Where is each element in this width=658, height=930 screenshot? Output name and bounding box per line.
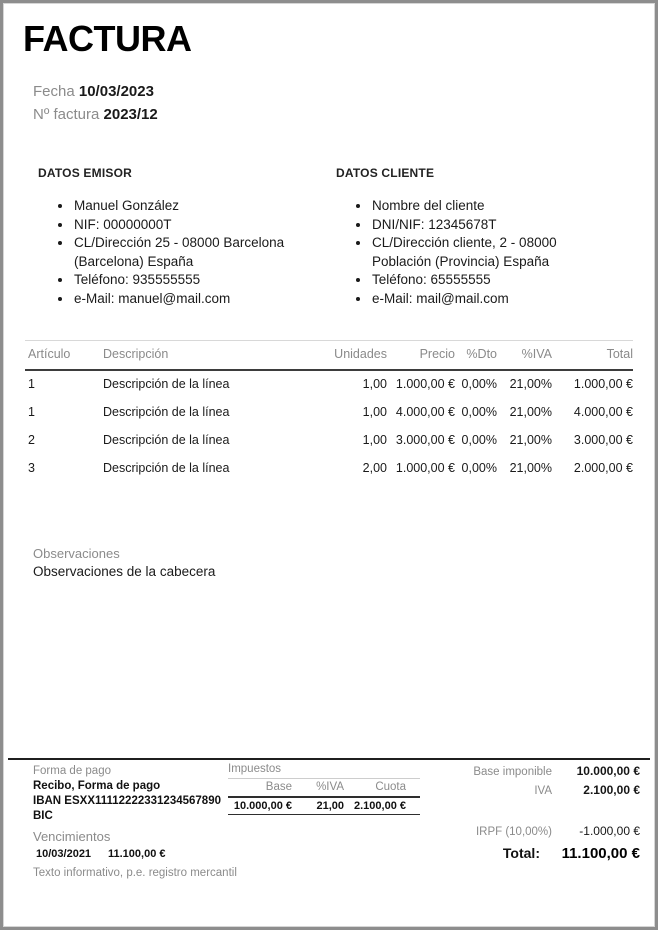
client-list: [336, 197, 584, 308]
due-date: 10/03/2021: [36, 848, 92, 860]
tax-cell-cuota: 2.100,00 €: [344, 797, 420, 815]
totals-section: [388, 763, 640, 800]
iva-label: IVA: [534, 784, 552, 797]
invoice-lines-table: [25, 340, 633, 483]
invoice-date-label: Fecha: [33, 83, 75, 100]
issuer-item: • e-Mail: manuel@mail.com: [73, 290, 286, 309]
due-dates-label: Vencimientos: [33, 829, 111, 844]
line-cell-articulo: 2: [28, 433, 35, 447]
irpf-row: [388, 823, 640, 842]
column-header-articulo: Artículo: [25, 341, 103, 371]
line-row: [25, 399, 633, 427]
line-cell-total: 4.000,00 €: [573, 405, 633, 419]
issuer-section: [38, 166, 286, 308]
line-cell-precio: 1.000,00 €: [395, 377, 455, 391]
tax-col-header-cuota: Cuota: [375, 781, 406, 793]
line-cell-iva: 21,00%: [509, 405, 552, 419]
legal-text: Texto informativo, p.e. registro mercantil: [33, 867, 237, 879]
irpf-label: IRPF (10,00%): [475, 826, 552, 838]
column-header-iva: %IVA: [497, 341, 552, 371]
line-cell-unidades: 1,00: [362, 377, 387, 391]
column-header-descripcion: Descripción: [103, 341, 333, 371]
client-item: • e-Mail: mail@mail.com: [371, 290, 584, 309]
due-dates-section: [33, 829, 166, 860]
line-cell-descripcion: Descripción de la línea: [103, 461, 230, 475]
issuer-item: • NIF: 00000000T: [73, 216, 286, 235]
issuer-item: • CL/Dirección 25 - 08000 Barcelona (Barcelona) España: [73, 234, 286, 271]
line-cell-total: 1.000,00 €: [573, 377, 633, 391]
grand-total-value: 11.100,00 €: [561, 844, 640, 862]
line-cell-descripcion: Descripción de la línea: [103, 433, 230, 447]
client-section: [336, 166, 584, 308]
payment-iban: IBAN ESXX11112222331234567890: [33, 795, 221, 807]
payment-bic: BIC: [33, 810, 53, 822]
invoice-number-label: Nº factura: [33, 106, 100, 123]
payment-section: [33, 764, 221, 824]
footer-divider: [8, 758, 650, 760]
tax-col-header-iva: %IVA: [316, 781, 344, 793]
payment-label: Forma de pago: [33, 765, 111, 777]
lines-header-row: [25, 341, 633, 371]
line-row: [25, 370, 633, 399]
invoice-date-value: 10/03/2023: [78, 83, 154, 100]
tax-cell-iva: 21,00: [292, 797, 344, 815]
column-header-precio: Precio: [387, 341, 455, 371]
line-cell-dto: 0,00%: [461, 433, 497, 447]
line-cell-articulo: 1: [28, 377, 35, 391]
due-amount: 11.100,00 €: [108, 848, 166, 860]
issuer-item: • Teléfono: 935555555: [73, 271, 286, 290]
line-cell-total: 3.000,00 €: [573, 433, 633, 447]
tax-cell-base: 10.000,00 €: [228, 797, 292, 815]
invoice-meta: [33, 80, 158, 126]
taxes-label: Impuestos: [228, 763, 420, 779]
issuer-item: • Manuel González: [73, 197, 286, 216]
line-cell-articulo: 1: [28, 405, 35, 419]
irpf-value: -1.000,00 €: [579, 824, 640, 838]
client-heading: DATOS CLIENTE: [336, 166, 435, 180]
line-cell-articulo: 3: [28, 461, 35, 475]
observations-text: Observaciones de la cabecera: [33, 564, 216, 579]
line-cell-dto: 0,00%: [461, 405, 497, 419]
line-row: [25, 427, 633, 455]
line-cell-iva: 21,00%: [509, 433, 552, 447]
line-cell-descripcion: Descripción de la línea: [103, 405, 230, 419]
iva-row: [388, 782, 640, 801]
column-header-total: Total: [552, 341, 633, 371]
grand-total-label: Total:: [502, 844, 540, 861]
invoice-title: FACTURA: [23, 18, 192, 59]
line-row: [25, 455, 633, 483]
observations-section: [33, 546, 215, 579]
column-header-unidades: Unidades: [333, 341, 387, 371]
line-cell-dto: 0,00%: [461, 377, 497, 391]
line-cell-total: 2.000,00 €: [573, 461, 633, 475]
tax-col-header-base: Base: [265, 781, 292, 793]
base-imponible-label: Base imponible: [473, 766, 552, 778]
base-imponible-value: 10.000,00 €: [576, 764, 640, 778]
line-cell-unidades: 1,00: [362, 433, 387, 447]
client-item: • CL/Dirección cliente, 2 - 08000 Población (Provincia) España: [371, 234, 584, 271]
grand-total-row: [388, 845, 640, 863]
grand-total-section: [388, 823, 640, 862]
line-cell-precio: 1.000,00 €: [395, 461, 455, 475]
payment-method: Recibo, Forma de pago: [33, 780, 161, 792]
line-cell-unidades: 2,00: [362, 461, 387, 475]
client-item: • DNI/NIF: 12345678T: [371, 216, 584, 235]
line-cell-precio: 3.000,00 €: [395, 433, 455, 447]
line-cell-iva: 21,00%: [509, 377, 552, 391]
line-cell-unidades: 1,00: [362, 405, 387, 419]
line-cell-precio: 4.000,00 €: [395, 405, 455, 419]
invoice-number-row: [33, 103, 158, 126]
client-item: • Nombre del cliente: [371, 197, 584, 216]
line-cell-iva: 21,00%: [509, 461, 552, 475]
base-imponible-row: [388, 763, 640, 782]
invoice-number-value: 2023/12: [103, 106, 158, 123]
due-date-row: [33, 848, 166, 860]
observations-label: Observaciones: [33, 546, 120, 561]
client-item: • Teléfono: 65555555: [371, 271, 584, 290]
issuer-heading: DATOS EMISOR: [38, 166, 132, 180]
issuer-list: [38, 197, 286, 308]
line-cell-dto: 0,00%: [461, 461, 497, 475]
line-cell-descripcion: Descripción de la línea: [103, 377, 230, 391]
column-header-dto: %Dto: [455, 341, 497, 371]
invoice-date-row: [33, 80, 158, 103]
iva-value: 2.100,00 €: [583, 782, 640, 797]
